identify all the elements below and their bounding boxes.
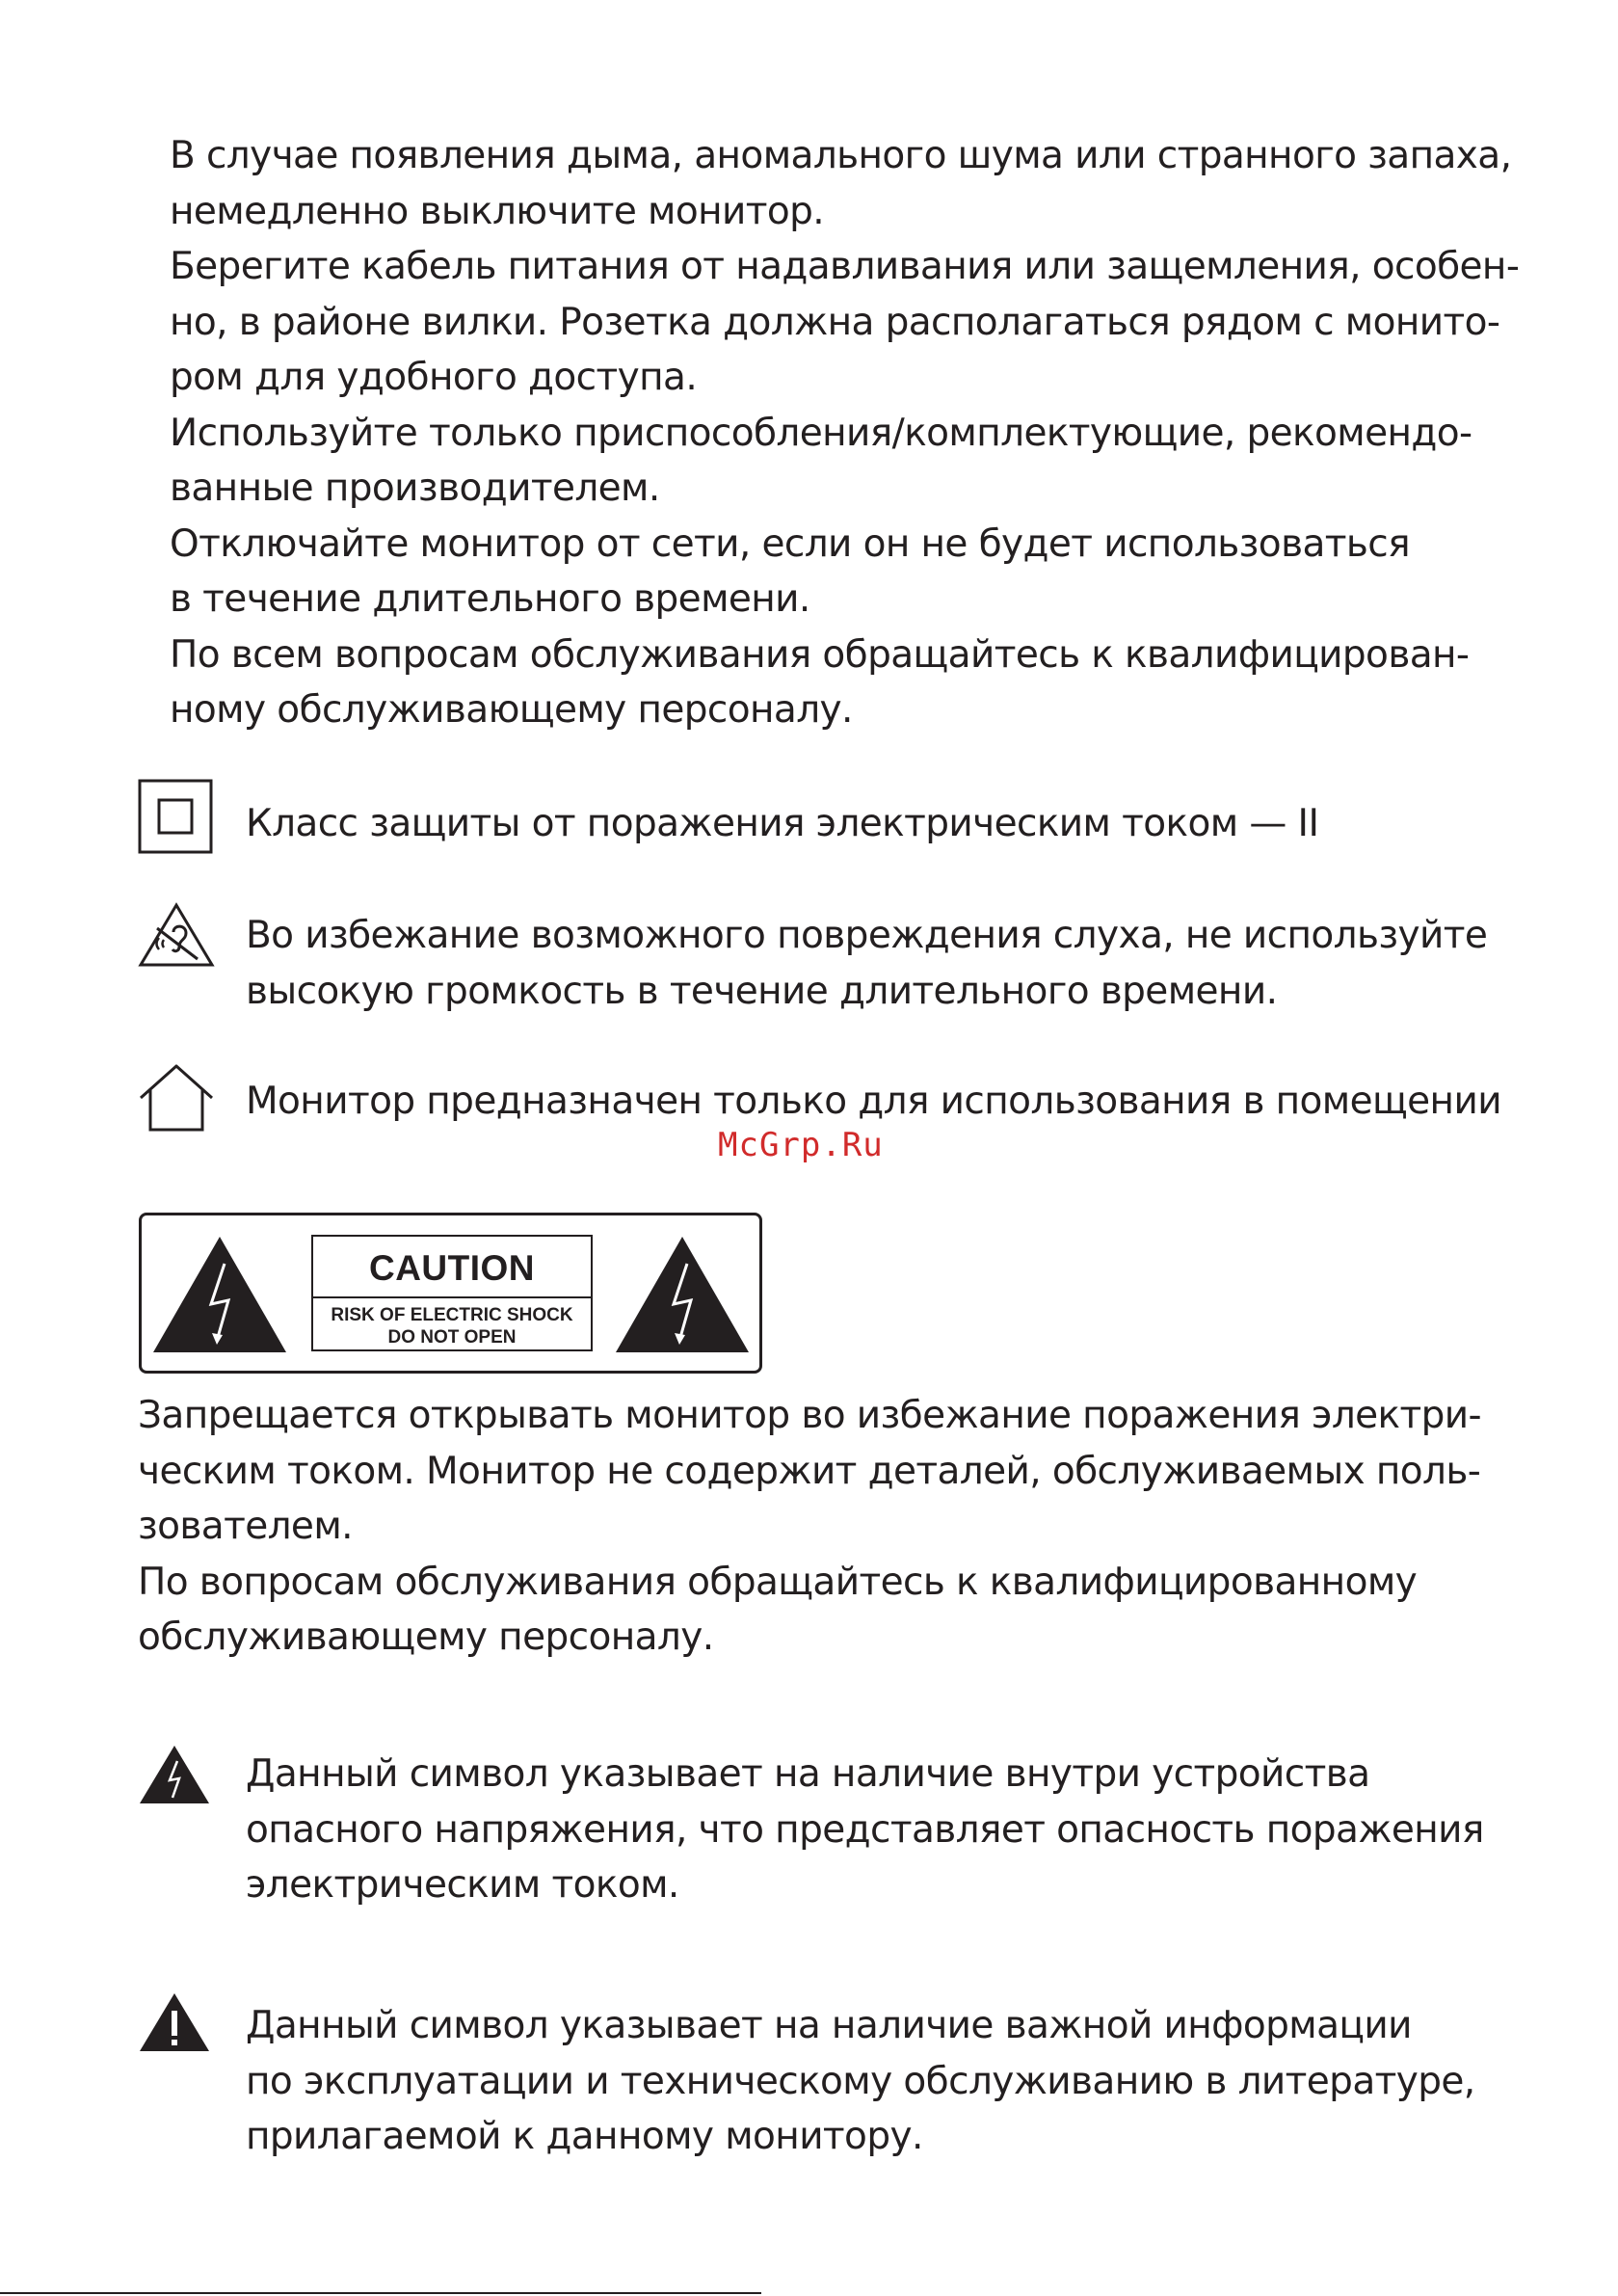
lightning-triangle-icon <box>151 1235 288 1355</box>
page-bottom-rule <box>0 2292 761 2294</box>
do-not-open-text <box>138 1388 1481 1666</box>
legend-line: Данный символ указывает на наличие важной информации <box>246 2004 1412 2047</box>
caution-divider <box>313 1296 591 1298</box>
hearing-warning-text <box>246 908 1487 1019</box>
instruction-line: Отключайте монитор от сети, если он не будет использоваться <box>170 521 1410 566</box>
class-protection-text: Класс защиты от поражения электрическим током — II <box>246 802 1319 845</box>
instruction-line: В случае появления дыма, аномального шума или странного запаха, <box>170 134 1512 177</box>
instruction-line: немедленно выключите монитор. <box>170 189 825 233</box>
caution-line: RISK OF ELECTRIC SHOCK <box>331 1305 573 1325</box>
hearing-line: высокую громкость в течение длительного времени. <box>246 969 1278 1013</box>
voltage-legend-text <box>246 1747 1484 1913</box>
warning-line: По вопросам обслуживания обращайтесь к квалифицированному <box>138 1560 1418 1604</box>
caution-text-box <box>311 1235 593 1351</box>
instruction-line: но, в районе вилки. Розетка должна располагаться рядом с монито- <box>170 300 1500 344</box>
instruction-line: ному обслуживающему персоналу. <box>170 688 853 732</box>
instruction-line: в течение длительного времени. <box>170 577 810 621</box>
caution-label <box>139 1213 762 1374</box>
legend-line: электрическим током. <box>246 1863 679 1907</box>
warning-line: ческим током. Монитор не содержит деталей, обслуживаемых поль- <box>138 1449 1481 1493</box>
legend-line: Данный символ указывает на наличие внутри устройства <box>246 1752 1370 1796</box>
indoor-use-text: Монитор предназначен только для использования в помещении <box>246 1080 1501 1123</box>
watermark: McGrp.Ru <box>718 1126 884 1164</box>
exclamation-warning-icon <box>138 1991 211 2053</box>
instruction-line: Берегите кабель питания от надавливания или защемления, особен- <box>170 245 1520 288</box>
hearing-line: Во избежание возможного повреждения слуха, не используйте <box>246 914 1488 957</box>
instruction-line: ром для удобного доступа. <box>170 356 698 399</box>
caution-title: CAUTION <box>368 1248 536 1288</box>
instruction-line: ванные производителем. <box>170 467 660 510</box>
info-legend-text <box>246 1998 1475 2165</box>
legend-line: опасного напряжения, что представляет опасность поражения <box>246 1807 1484 1852</box>
hearing-warning-icon <box>138 901 215 969</box>
voltage-warning-icon <box>138 1744 211 1805</box>
house-icon <box>138 1063 215 1133</box>
warning-line: Запрещается открывать монитор во избежание поражения электри- <box>138 1394 1481 1437</box>
instruction-line: Используйте только приспособления/комплектующие, рекомендо- <box>170 411 1472 455</box>
instruction-line: По всем вопросам обслуживания обращайтесь к квалифицирован- <box>170 632 1470 677</box>
double-square-icon <box>138 779 213 854</box>
caution-subtitle <box>313 1304 591 1348</box>
legend-line: прилагаемой к данному монитору. <box>246 2115 923 2158</box>
lightning-triangle-icon <box>614 1235 751 1355</box>
warning-line: зователем. <box>138 1505 353 1548</box>
legend-line: по эксплуатации и техническому обслуживанию в литературе, <box>246 2059 1475 2103</box>
instruction-smoke <box>170 128 1519 738</box>
warning-line: обслуживающему персоналу. <box>138 1615 714 1659</box>
caution-line: DO NOT OPEN <box>387 1327 517 1348</box>
